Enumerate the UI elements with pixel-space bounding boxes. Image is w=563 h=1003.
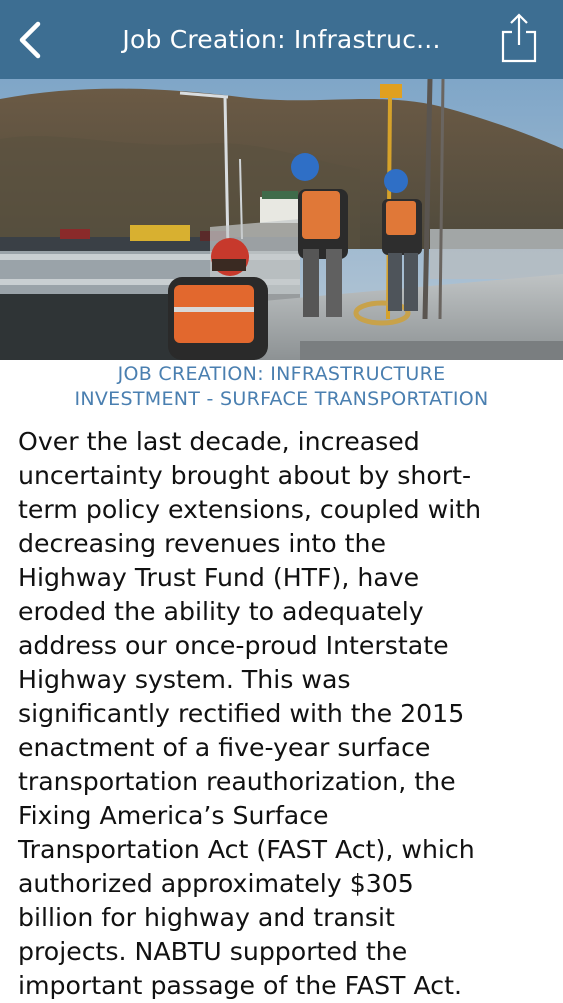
article-line: transportation reauthorization, the [18, 767, 456, 796]
article-line: projects. NABTU supported the [18, 937, 408, 966]
chevron-left-icon [17, 20, 43, 60]
article-line: decreasing revenues into the [18, 529, 386, 558]
article-line: enactment of a five-year surface [18, 733, 431, 762]
back-button[interactable] [10, 14, 50, 66]
caption-line: INVESTMENT - SURFACE TRANSPORTATION [74, 388, 489, 410]
article-line: billion for highway and transit [18, 903, 395, 932]
article-line: authorized approximately $305 [18, 869, 414, 898]
article-line: Highway system. This was [18, 665, 351, 694]
navigation-bar [0, 0, 563, 79]
share-button[interactable] [497, 10, 541, 66]
article-line: Highway Trust Fund (HTF), have [18, 563, 420, 592]
article-line: important passage of the FAST Act. [18, 971, 462, 1000]
article-line: uncertainty brought about by short- [18, 461, 472, 490]
article-line: Fixing America’s Surface [18, 801, 329, 830]
article-line: eroded the ability to adequately [18, 597, 424, 626]
article-line: Over the last decade, increased [18, 427, 420, 456]
caption-line: JOB CREATION: INFRASTRUCTURE [117, 363, 446, 385]
hero-image [0, 79, 563, 360]
article-line: term policy extensions, coupled with [18, 495, 482, 524]
article-body [18, 425, 553, 1003]
page-title: Job Creation: Infrastruc... [122, 25, 441, 54]
share-icon [500, 12, 538, 64]
article-line: Transportation Act (FAST Act), which [18, 835, 475, 864]
article-caption [0, 362, 563, 412]
article-line: address our once-proud Interstate [18, 631, 449, 660]
article-line: significantly rectified with the 2015 [18, 699, 465, 728]
